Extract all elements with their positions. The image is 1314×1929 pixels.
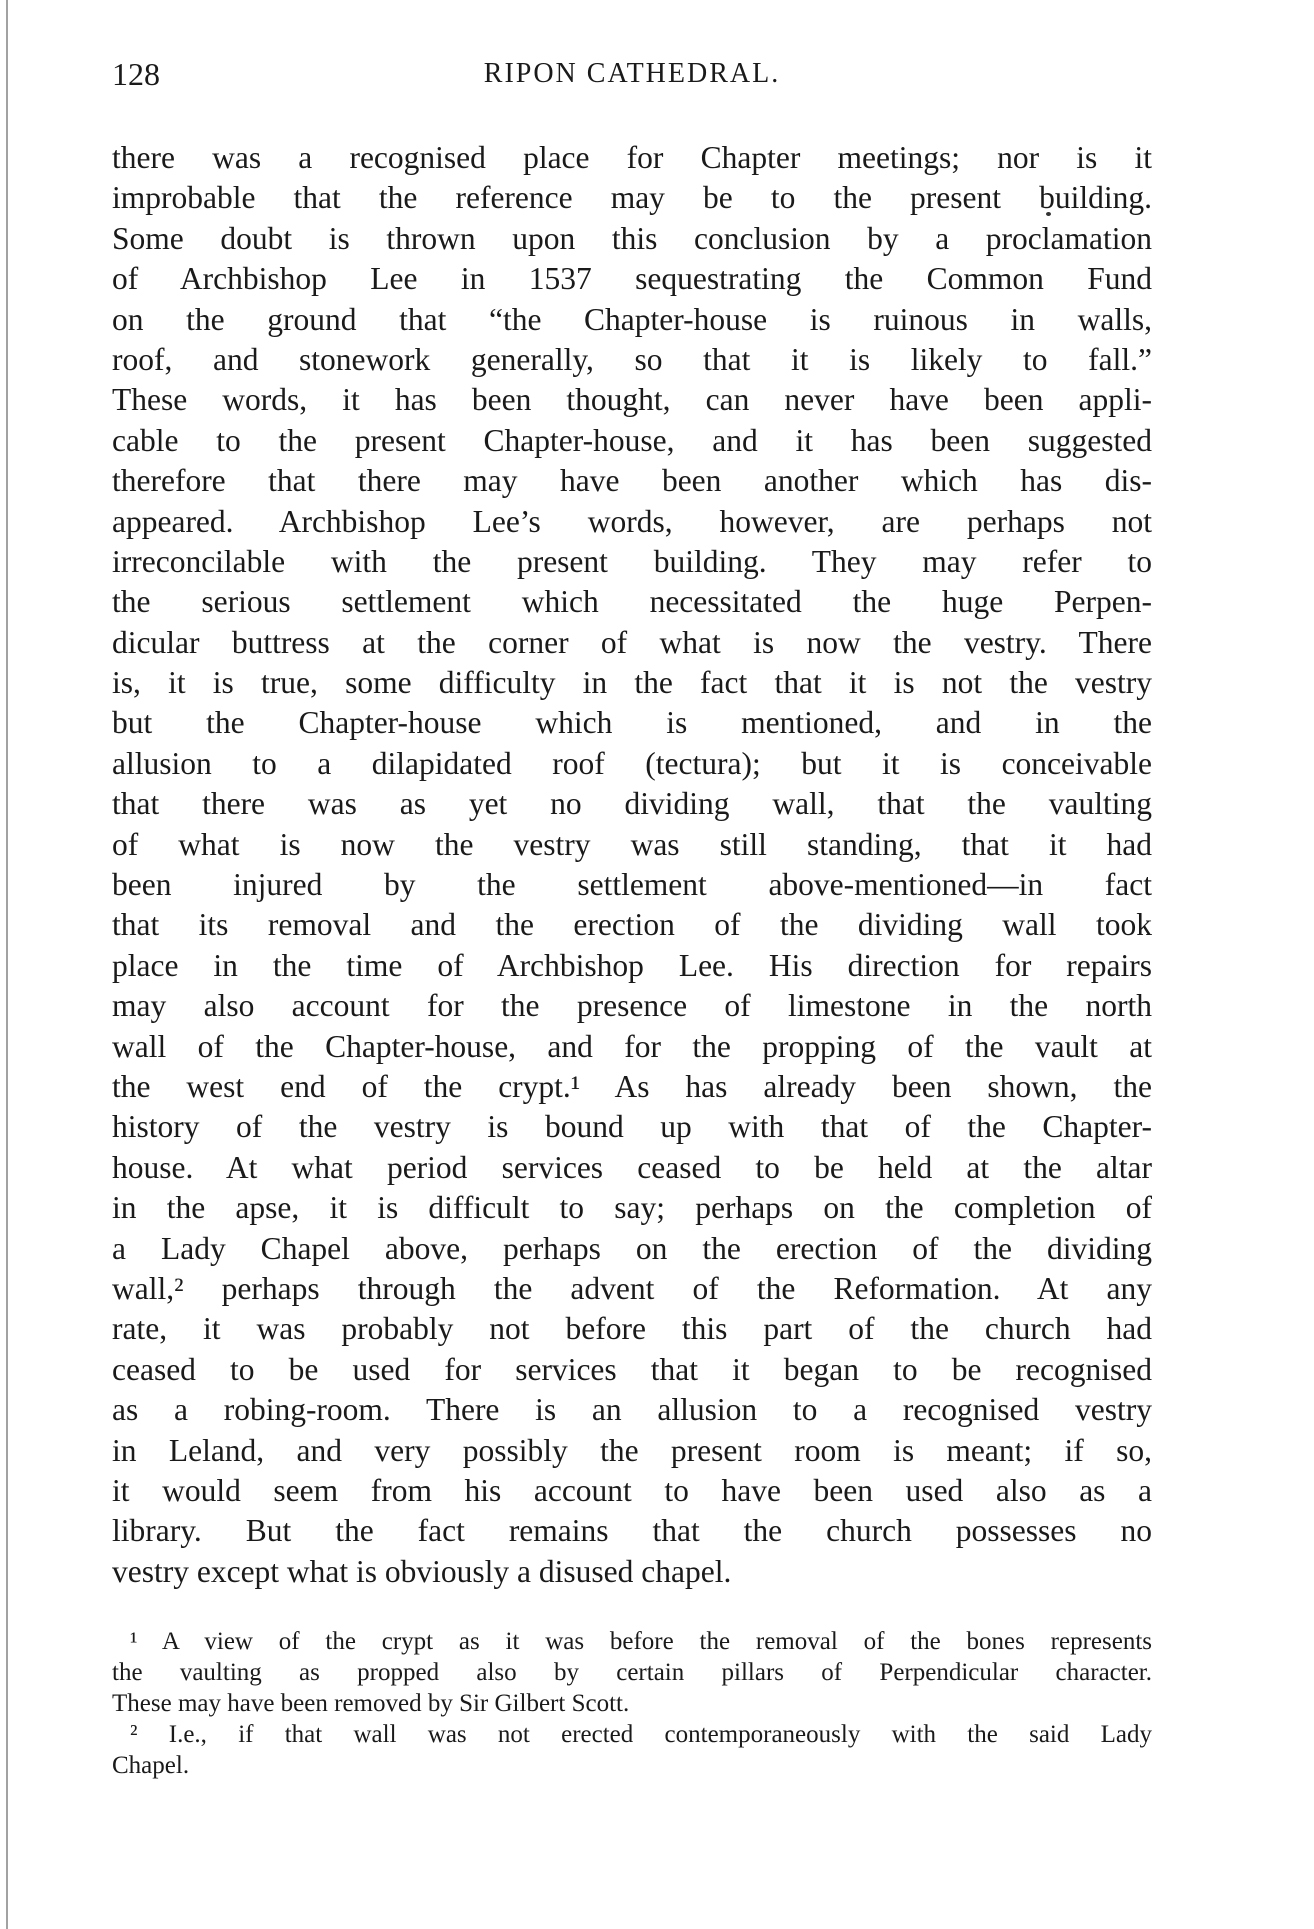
text-line: allusion to a dilapidated roof (tectura); but it is conceivable <box>112 745 1152 781</box>
text-line: dicular buttress at the corner of what is now the vestry. There <box>112 624 1152 660</box>
text-line: place in the time of Archbishop Lee. His direction for repairs <box>112 947 1152 983</box>
text-line: library. But the fact remains that the church possesses no <box>112 1513 1152 1549</box>
footnote-line: the vaulting as propped also by certain pillars of Perpendicular character. <box>112 1659 1152 1687</box>
text-line: of what is now the vestry was still standing, that it had <box>112 826 1152 862</box>
text-line: vestry except what is obviously a disused chapel. <box>112 1553 732 1589</box>
text-line: ceased to be used for services that it began to be recognised <box>112 1351 1152 1387</box>
page-number: 128 <box>112 56 160 92</box>
footnote-line: ¹ A view of the crypt as it was before the removal of the bones represents <box>130 1628 1152 1656</box>
text-line: improbable that the reference may be to the present building. <box>112 180 1152 216</box>
text-line: in Leland, and very possibly the present room is meant; if so, <box>112 1432 1152 1468</box>
body-text <box>112 138 1152 1592</box>
text-line: may also account for the presence of limestone in the north <box>112 988 1152 1024</box>
text-line: wall of the Chapter-house, and for the propping of the vault at <box>112 1028 1152 1064</box>
text-line: that its removal and the erection of the dividing wall took <box>112 907 1152 943</box>
text-line: it would seem from his account to have been used also as a <box>112 1472 1152 1508</box>
text-line: as a robing-room. There is an allusion to a recognised vestry <box>112 1392 1152 1428</box>
book-page <box>112 52 1152 1781</box>
text-line: appeared. Archbishop Lee’s words, however, are perhaps not <box>112 503 1152 539</box>
text-line: on the ground that “the Chapter-house is ruinous in walls, <box>112 301 1152 337</box>
text-line: history of the vestry is bound up with that of the Chapter- <box>112 1109 1152 1145</box>
page-header-title: RIPON CATHEDRAL. <box>483 58 781 89</box>
text-line: been injured by the settlement above-mentioned—in fact <box>112 867 1152 903</box>
text-line: wall,² perhaps through the advent of the Reformation. At any <box>112 1270 1152 1306</box>
text-line: roof, and stonework generally, so that it is likely to fall.” <box>112 341 1152 377</box>
text-line: is, it is true, some difficulty in the fact that it is not the vestry <box>112 665 1152 701</box>
text-line: a Lady Chapel above, perhaps on the erection of the dividing <box>112 1230 1152 1266</box>
text-line: there was a recognised place for Chapter meetings; nor is it <box>112 140 1152 175</box>
text-line: the west end of the crypt.¹ As has already been shown, the <box>112 1068 1152 1104</box>
text-line: the serious settlement which necessitated the huge Perpen- <box>112 584 1152 620</box>
footnote-line: ² I.e., if that wall was not erected contemporaneously with the said Lady <box>130 1721 1152 1749</box>
text-line: but the Chapter-house which is mentioned, and in the <box>112 705 1152 741</box>
text-line: Some doubt is thrown upon this conclusion by a proclamation <box>112 220 1152 256</box>
text-line: irreconcilable with the present building. They may refer to <box>112 543 1152 579</box>
text-line: These words, it has been thought, can never have been appli- <box>112 382 1152 418</box>
footnotes <box>112 1626 1152 1781</box>
text-line: therefore that there may have been another which has dis- <box>112 463 1152 499</box>
text-line: rate, it was probably not before this part of the church had <box>112 1311 1152 1347</box>
text-line: of Archbishop Lee in 1537 sequestrating the Common Fund <box>112 261 1152 297</box>
text-line: that there was as yet no dividing wall, that the vaulting <box>112 786 1152 822</box>
footnote-line: These may have been removed by Sir Gilbert Scott. <box>112 1690 630 1718</box>
footnote-line: Chapel. <box>112 1752 190 1780</box>
text-line: house. At what period services ceased to be held at the altar <box>112 1149 1152 1185</box>
running-head <box>112 52 1152 102</box>
page-edge-line <box>6 0 8 1929</box>
text-line: cable to the present Chapter-house, and it has been suggested <box>112 422 1152 458</box>
text-line: in the apse, it is difficult to say; perhaps on the completion of <box>112 1190 1152 1226</box>
